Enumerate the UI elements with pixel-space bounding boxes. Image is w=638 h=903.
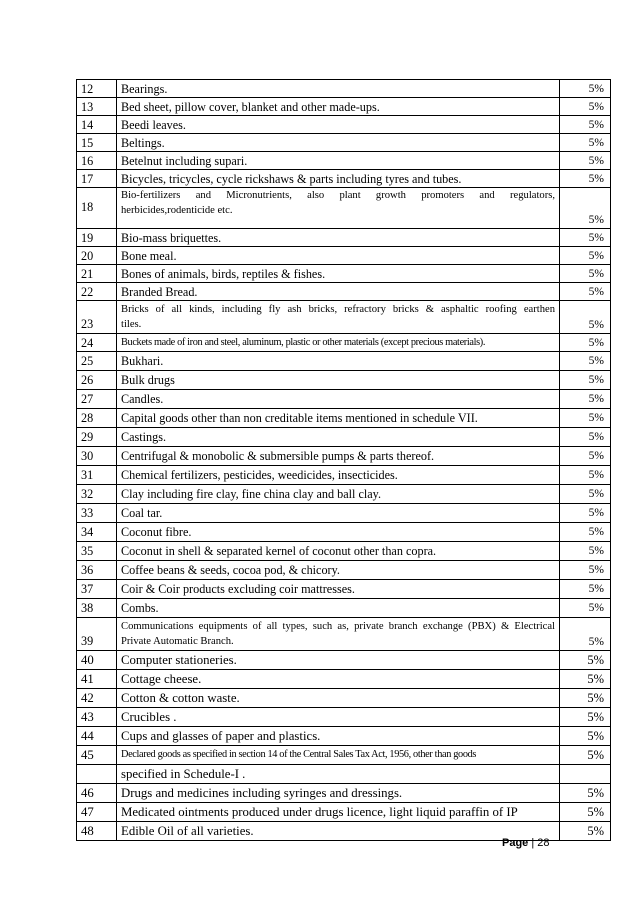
row-rate: 5%: [560, 80, 611, 98]
table-row: [77, 580, 611, 599]
row-description: Bukhari.: [117, 352, 560, 371]
row-description: Buckets made of iron and steel, aluminum, plastic or other materials (except precious materials).: [117, 334, 560, 352]
row-serial: 24: [77, 334, 117, 352]
row-rate: 5%: [560, 447, 611, 466]
row-description: Cotton & cotton waste.: [117, 689, 560, 708]
row-description: Bicycles, tricycles, cycle rickshaws & parts including tyres and tubes.: [117, 170, 560, 188]
row-rate: 5%: [560, 188, 611, 229]
table-row: [77, 170, 611, 188]
table-row: [77, 152, 611, 170]
row-serial: 19: [77, 229, 117, 247]
row-serial: 27: [77, 390, 117, 409]
table-row: [77, 134, 611, 152]
row-description: Bone meal.: [117, 247, 560, 265]
row-description: Branded Bread.: [117, 283, 560, 301]
row-serial: 36: [77, 561, 117, 580]
row-serial: 47: [77, 803, 117, 822]
table-row: [77, 689, 611, 708]
table-row: [77, 466, 611, 485]
row-rate: 5%: [560, 371, 611, 390]
row-rate: 5%: [560, 523, 611, 542]
row-description-line: Bricks of all kinds, including fly ash bricks, refractory bricks & asphaltic roofing earthen: [121, 304, 555, 315]
row-serial: 31: [77, 466, 117, 485]
table-row: [77, 283, 611, 301]
row-description: Cups and glasses of paper and plastics.: [117, 727, 560, 746]
row-serial: 16: [77, 152, 117, 170]
row-serial: 35: [77, 542, 117, 561]
row-rate: 5%: [560, 542, 611, 561]
row-serial: 17: [77, 170, 117, 188]
row-description: Bulk drugs: [117, 371, 560, 390]
row-description: Coal tar.: [117, 504, 560, 523]
row-serial: 28: [77, 409, 117, 428]
row-serial: 26: [77, 371, 117, 390]
row-rate: 5%: [560, 229, 611, 247]
row-rate: 5%: [560, 618, 611, 651]
row-description: Coconut fibre.: [117, 523, 560, 542]
row-description-line: Communications equipments of all types, such as, private branch exchange (PBX) & Electrical: [121, 621, 555, 632]
row-rate: 5%: [560, 116, 611, 134]
row-rate: 5%: [560, 746, 611, 765]
table-row: [77, 523, 611, 542]
row-rate: 5%: [560, 301, 611, 334]
table-row: [77, 116, 611, 134]
row-description: Beltings.: [117, 134, 560, 152]
row-description: Computer stationeries.: [117, 651, 560, 670]
row-description: Bio-mass briquettes.: [117, 229, 560, 247]
table-row: [77, 542, 611, 561]
table-row: [77, 188, 611, 229]
table-row: [77, 599, 611, 618]
row-description: [117, 301, 560, 334]
table-row: [77, 265, 611, 283]
row-serial: 42: [77, 689, 117, 708]
row-rate: 5%: [560, 152, 611, 170]
row-rate: 5%: [560, 670, 611, 689]
table-row: [77, 334, 611, 352]
table-row: [77, 727, 611, 746]
page-separator: |: [531, 837, 535, 849]
row-description: Bearings.: [117, 80, 560, 98]
row-serial: 45: [77, 746, 117, 765]
row-rate: 5%: [560, 561, 611, 580]
page-footer: [502, 837, 550, 849]
table-row: [77, 485, 611, 504]
row-rate: 5%: [560, 409, 611, 428]
row-serial: 43: [77, 708, 117, 727]
row-description: Centrifugal & monobolic & submersible pumps & parts thereof.: [117, 447, 560, 466]
row-rate: 5%: [560, 822, 611, 841]
row-description: Declared goods as specified in section 14 of the Central Sales Tax Act, 1956, other than goods: [117, 746, 560, 765]
table-row: [77, 803, 611, 822]
row-rate: 5%: [560, 727, 611, 746]
row-serial: 39: [77, 618, 117, 651]
row-rate: 5%: [560, 504, 611, 523]
row-rate: 5%: [560, 352, 611, 371]
row-description: Coir & Coir products excluding coir mattresses.: [117, 580, 560, 599]
table-row: [77, 301, 611, 334]
row-serial: 37: [77, 580, 117, 599]
row-description: Combs.: [117, 599, 560, 618]
table-row: [77, 247, 611, 265]
row-description: Beedi leaves.: [117, 116, 560, 134]
table-row: [77, 746, 611, 765]
row-rate: 5%: [560, 651, 611, 670]
row-serial: 38: [77, 599, 117, 618]
row-rate: [560, 765, 611, 784]
row-rate: 5%: [560, 689, 611, 708]
row-description: Crucibles .: [117, 708, 560, 727]
table-row: [77, 390, 611, 409]
table-row: [77, 670, 611, 689]
row-rate: 5%: [560, 283, 611, 301]
table-row: [77, 504, 611, 523]
row-serial: 32: [77, 485, 117, 504]
row-serial: 13: [77, 98, 117, 116]
table-row: [77, 352, 611, 371]
row-rate: 5%: [560, 134, 611, 152]
row-serial: 21: [77, 265, 117, 283]
page-label: Page: [502, 837, 529, 849]
row-description: Bed sheet, pillow cover, blanket and other made-ups.: [117, 98, 560, 116]
row-description: Medicated ointments produced under drugs licence, light liquid paraffin of IP: [117, 803, 560, 822]
row-rate: 5%: [560, 708, 611, 727]
row-description: [117, 618, 560, 651]
row-serial: 23: [77, 301, 117, 334]
table-row: [77, 409, 611, 428]
row-serial: 46: [77, 784, 117, 803]
table-row: [77, 447, 611, 466]
table-row: [77, 229, 611, 247]
row-serial: 25: [77, 352, 117, 371]
row-description-line: tiles.: [121, 319, 142, 330]
row-serial: 18: [77, 188, 117, 229]
row-rate: 5%: [560, 599, 611, 618]
table-row: [77, 708, 611, 727]
row-serial: 14: [77, 116, 117, 134]
row-serial: 20: [77, 247, 117, 265]
row-description: Edible Oil of all varieties.: [117, 822, 560, 841]
row-rate: 5%: [560, 390, 611, 409]
table-row: [77, 651, 611, 670]
page-number: 28: [537, 837, 550, 849]
row-serial: 34: [77, 523, 117, 542]
row-serial: 44: [77, 727, 117, 746]
row-serial: 33: [77, 504, 117, 523]
row-rate: 5%: [560, 485, 611, 504]
table-row: [77, 98, 611, 116]
row-description: Clay including fire clay, fine china clay and ball clay.: [117, 485, 560, 504]
row-description: Capital goods other than non creditable items mentioned in schedule VII.: [117, 409, 560, 428]
row-rate: 5%: [560, 428, 611, 447]
row-description: specified in Schedule-I .: [117, 765, 560, 784]
row-description: Cottage cheese.: [117, 670, 560, 689]
row-description: Castings.: [117, 428, 560, 447]
row-rate: 5%: [560, 265, 611, 283]
row-rate: 5%: [560, 803, 611, 822]
table-row: [77, 428, 611, 447]
row-serial: 41: [77, 670, 117, 689]
row-rate: 5%: [560, 334, 611, 352]
schedule-table: [76, 79, 611, 841]
row-description: Bones of animals, birds, reptiles & fishes.: [117, 265, 560, 283]
table-row: [77, 371, 611, 390]
row-serial: [77, 765, 117, 784]
table-row: [77, 561, 611, 580]
row-description: Chemical fertilizers, pesticides, weedicides, insecticides.: [117, 466, 560, 485]
row-serial: 48: [77, 822, 117, 841]
row-description-line: Private Automatic Branch.: [121, 636, 234, 647]
row-rate: 5%: [560, 247, 611, 265]
table-row: [77, 784, 611, 803]
row-rate: 5%: [560, 784, 611, 803]
row-description-line: herbicides,rodenticide etc.: [121, 205, 233, 216]
row-description: Coconut in shell & separated kernel of coconut other than copra.: [117, 542, 560, 561]
row-rate: 5%: [560, 580, 611, 599]
row-serial: 29: [77, 428, 117, 447]
row-serial: 12: [77, 80, 117, 98]
row-serial: 15: [77, 134, 117, 152]
table-row: [77, 80, 611, 98]
row-description: Candles.: [117, 390, 560, 409]
row-description: [117, 188, 560, 229]
row-description: Betelnut including supari.: [117, 152, 560, 170]
row-serial: 40: [77, 651, 117, 670]
row-rate: 5%: [560, 466, 611, 485]
row-serial: 22: [77, 283, 117, 301]
row-description: Drugs and medicines including syringes and dressings.: [117, 784, 560, 803]
table-row: [77, 765, 611, 784]
row-description-line: Bio-fertilizers and Micronutrients, also plant growth promoters and regulators,: [121, 190, 555, 201]
table-row: [77, 618, 611, 651]
row-description: Coffee beans & seeds, cocoa pod, & chicory.: [117, 561, 560, 580]
row-rate: 5%: [560, 170, 611, 188]
row-serial: 30: [77, 447, 117, 466]
row-rate: 5%: [560, 98, 611, 116]
